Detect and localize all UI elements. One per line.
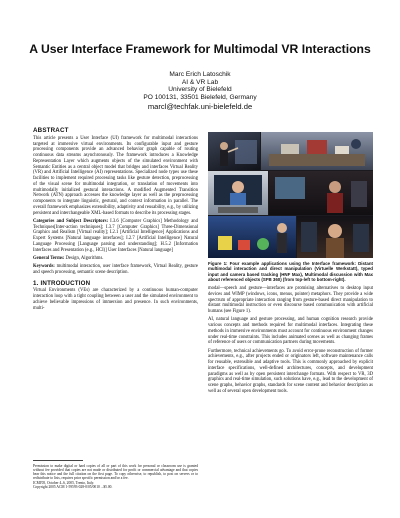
abstract-text: This article presents a User Interface (UI) framework for multimodal interactions targeted at immersive virtual environments. Its configurable input and gesture processing components provide an advanced behavior graph capable of routing continuous data streams asynchronously. The framework introduces a Knowledge Representation Layer which augments objects of the simulated environment with Semantic Entities as a central object model that bridges and interfaces Virtual Reality (VR) and Artificial Intelligence (AI) representations. Specialized node types use these facilities to implement required processing tasks like gesture detection, preprocessing of the visual scene for multimodal integration, or translation of movements into multimodally initialized gestural interactions. A modified Augmented Transition Network (ATN) approach accesses the knowledge layer as well as the preprocessing components to integrate linguistic, gestural, and context information in parallel. The overall framework emphasizes extensibility, adaptivity and reusability, e.g., by utilizing persistent and interchangeable XML-based formats to describe its processing stages. bbox=[33, 135, 198, 216]
general-terms-text: Design, Algorithms. bbox=[65, 255, 104, 261]
keywords-label: Keywords: bbox=[33, 264, 55, 269]
keywords-text: multimodal interaction, user interface framework, Virtual Reality, gesture and speech processing, semantic scene description. bbox=[33, 264, 198, 275]
introduction-text: Virtual Environments (VEs) are characterized by a continuous human-computer interaction loop with a tight coupling between a user and the simulated environment to achieve believable impressions of immersion and presence. In such environments, multi- bbox=[33, 288, 198, 311]
photo-typed-input-tracking bbox=[269, 171, 373, 215]
photo-sfb360-discussion bbox=[208, 216, 296, 258]
right-paragraph-1: modal—speech and gesture—interfaces are promising alternatives to desktop input devices and WIMP (windows, icons, menus, pointer) metaphors. They provide a wide spectrum of appropriate interaction ranging from gesture-based direct manipulation to distant multimodal instruction or even discourse based communication with artificial humans (see Figure 1). bbox=[208, 286, 373, 314]
copyright-notice bbox=[33, 460, 198, 489]
general-terms-label: General Terms: bbox=[33, 255, 65, 261]
categories-text: I.3.6 [Computer Graphics] Methodology and Techniques[Inter-action techniques]; I.3.7 [Computer Graphics] Three-Dimensional Graphics and Realism [Virtual reality]; I.2.1 [Artificial Intelligence] Applications and Expert Systems [Natural language interfaces]; I.2.7 [Artificial Intelligence] Natural Language Processing [Language parsing and understanding]; H.5.2 [Information Interfaces and Presentation (e.g., HCI)] User Interfaces [Natural language] bbox=[33, 218, 198, 253]
categories-label: Categories and Subject Descriptors: bbox=[33, 218, 109, 224]
author-name: Marc Erich Latoschik bbox=[169, 71, 231, 78]
general-terms-paragraph bbox=[33, 256, 198, 262]
copyright-line: Copyright 2005 ACM 1-59593-028-0/05/0010 ...$5.00. bbox=[33, 484, 113, 489]
keywords-paragraph bbox=[33, 264, 198, 276]
photo-virtuelle-werkstatt bbox=[208, 132, 260, 170]
affiliation-lab: AI & VR Lab bbox=[181, 78, 219, 86]
abstract-heading: ABSTRACT bbox=[33, 127, 69, 134]
right-paragraph-3: Furthermore, technical achievements go. To avoid error-prone reconstruction of former achievements, e.g., after projects ended or originators left, software maintenance calls for reusable, extensible and adaptive tools. This is commonly approached by explicit interface specifications, well-defined architectures, concepts, and development paradigms as well as by open persistent interchange formats. With respect to VR, 3D graphics and real-time simulation, such solutions have, e.g., lead to the development of scene graphs, behavior graphs, standards for scene content and behavior description as well as of several open development tools. bbox=[208, 348, 373, 394]
right-paragraph-2: AI, natural language and gesture processing, and human cognition research provide various concepts and methods required for multimodal interfaces. Integrating these methods in immersive environments must account for continuous environment changes under real-time constraints. This includes animated scenes as well as changing frames of reference of users or communication partners during movements. bbox=[208, 317, 373, 346]
copyright-permission-text: Permission to make digital or hard copies of all or part of this work for personal or classroom use is granted without fee provided that copies are not made or distributed for profit or commercial advantage and that copies bear this notice and the full citation on the first page. To copy otherwise, to republish, to post on servers or to redistribute to lists, requires prior specific permission and/or a fee. bbox=[33, 463, 198, 481]
affiliation-university: University of Bielefeld bbox=[168, 86, 232, 94]
introduction-heading: 1. INTRODUCTION bbox=[33, 279, 91, 287]
paper-title: A User Interface Framework for Multimodal VR Interactions bbox=[29, 42, 371, 56]
categories-paragraph bbox=[33, 219, 198, 254]
affiliation-address: PO 100131, 33501 Bielefeld, Germany bbox=[143, 93, 257, 101]
photo-max-agent bbox=[297, 216, 373, 258]
right-column-body bbox=[208, 286, 373, 397]
photo-workshop-scene bbox=[261, 132, 373, 170]
author-email: marcl@techfak.uni-bielefeld.de bbox=[147, 102, 253, 112]
author-block bbox=[0, 71, 400, 111]
figure-1-collage bbox=[208, 132, 373, 258]
photo-hnf-max bbox=[208, 171, 268, 215]
copyright-venue: ICMI'05, October 4–6, 2005, Trento, Italy. bbox=[33, 480, 95, 485]
left-column bbox=[33, 128, 198, 314]
figure-1-caption: Figure 1: Four example applications using the Interface framework: Distant multimodal interaction and direct manipulation (Virtuelle Werkstatt), typed input and camera based tracking (HNF Max), Multimodal discussion with Max about referenced objects (SFB 360) (from top-left to bottom-right). bbox=[208, 261, 373, 283]
footnote-rule bbox=[33, 460, 83, 461]
